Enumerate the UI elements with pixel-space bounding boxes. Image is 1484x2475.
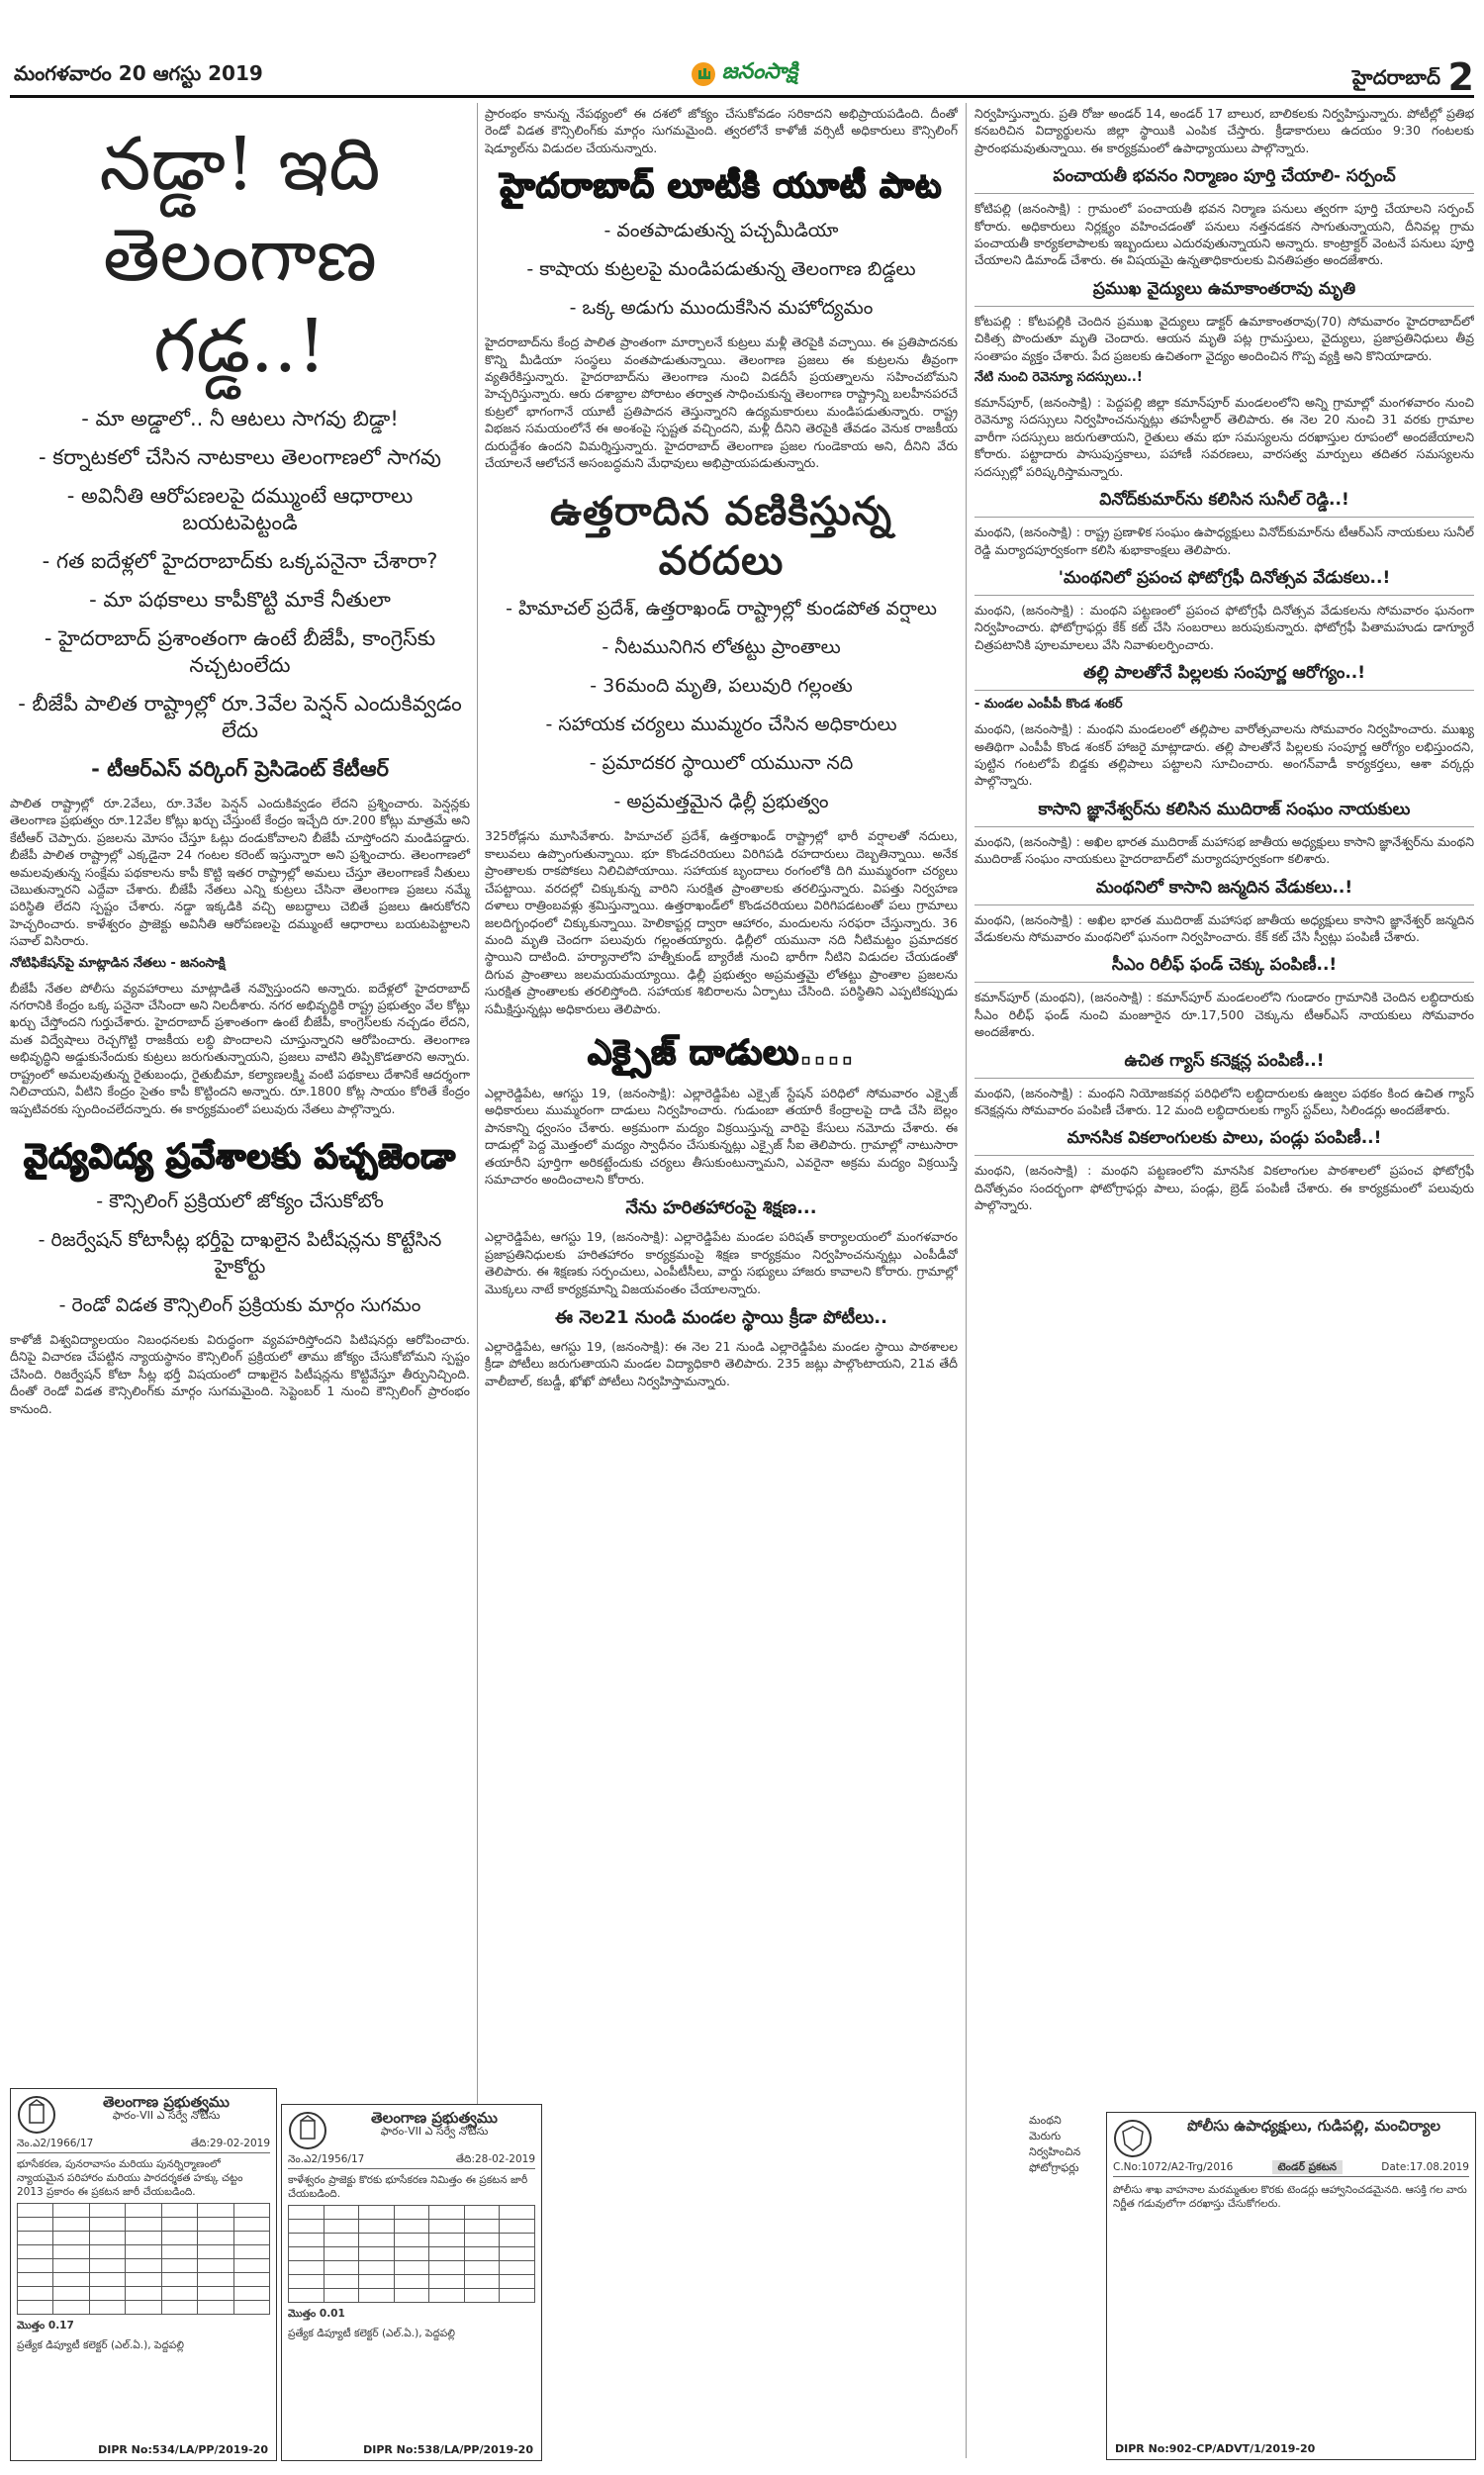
medical-subhead: - రిజర్వేషన్ కోటాసీట్ల భర్తీపై దాఖలైన పిటీషన్లను కొట్టేసిన హైకోర్టు [38, 1228, 442, 1278]
photo-caption [1029, 2113, 1098, 2176]
ad-title: తెలంగాణ ప్రభుత్వము [103, 2093, 230, 2111]
ad-extent: మొత్తం 0.17 [17, 2320, 74, 2332]
continued-story: నిర్వహిస్తున్నారు. ప్రతి రోజు అండర్ 14, అండర్ 17 బాలుర, బాలికలకు నిర్వహిస్తున్నారు. పోటీల్లో ప్రతిభ కనబరిచిన విద్యార్థులను జిల్లా స్థాయికి ఎంపిక చేస్తారు. క్రీడాకారులు ఉదయం 9:30 గంటలకు ప్రారంభమవుతున్నాయి. ఈ కార్యక్రమంలో ఉపాధ్యాయులు పాల్గొన్నారు. [974, 106, 1474, 155]
news-headline: ఉచిత గ్యాస్ కనెక్షన్ల పంపిణీ..! [974, 1051, 1474, 1079]
lead-subhead: - మా అడ్డాలో.. నీ ఆటలు సాగవు బిడ్డా! [81, 407, 399, 430]
medical-admissions-headline: వైద్యవిద్య ప్రవేశాలకు పచ్చజెండా [24, 1136, 456, 1177]
news-body: మంథని, (జనంసాక్షి) : అఖిల భారత ముదిరాజ్ మహాసభ జాతీయ అధ్యక్షులు కాసాని జ్ఞానేశ్వర్‌ను మంథని ముదిరాజ్ సంఘం నాయకులు హైదరాబాద్‌లో మర్యాదపూర్వకంగా కలిశారు. [974, 833, 1474, 867]
lead-headline [10, 119, 470, 392]
sports-story-body: ఎల్లారెడ్డిపేట, ఆగస్టు 19, (జనంసాక్షి): ఈ నెల 21 నుండి ఎల్లారెడ్డిపేట మండల స్థాయి పాఠశాలల క్రీడా పోటీలు జరుగుతాయని మండల విద్యాధికారి తెలిపారు. 235 జట్లు పాల్గొంటాయని, 21వ తేదీ వాలీబాల్, కబడ్డీ, ఖోఖో పోటీలు నిర్వహిస్తామన్నారు. [485, 1339, 958, 1388]
logo-text: జనంసాక్షి [721, 59, 798, 84]
lead-subhead: - హైదరాబాద్ ప్రశాంతంగా ఉంటే బీజేపీ, కాంగ్రెస్‌కు నచ్చటంలేదు [44, 626, 436, 677]
ad-dipr-number: DIPR No:538/LA/PP/2019-20 [363, 2443, 533, 2456]
ad-ref-row [288, 2150, 535, 2169]
lead-headline-line2: తెలంగాణ గడ్డ..! [103, 213, 377, 389]
ut-subhead: - వంతపాడుతున్న పచ్చమీడియా [603, 220, 839, 242]
ad-dipr-number: DIPR No:902-CP/ADVT/1/2019-20 [1115, 2442, 1316, 2455]
news-headline: కాసాని జ్ఞానేశ్వర్‌ను కలిసిన ముదిరాజ్ సంఘం నాయకులు [974, 800, 1474, 827]
news-byline: - మండల ఎంపీపీ కొండ శంకర్ [974, 697, 1123, 713]
ad-body: పోలీసు శాఖ వాహనాల మరమ్మతుల కొరకు టెండర్లు ఆహ్వానించడమైనది. ఆసక్తి గల వారు నిర్ణీత గడువులోగా దరఖాస్తు చేసుకోగలరు. [1113, 2184, 1467, 2210]
news-byline: నేటి నుంచి రెవెన్యూ సదస్సులు..! [974, 370, 1143, 386]
news-headline: మానసిక వికలాంగులకు పాలు, పండ్లు పంపిణీ..! [974, 1128, 1474, 1156]
floods-headline: ఉత్తరాదిన వణికిస్తున్న వరదలు [549, 489, 892, 585]
column-middle [485, 105, 958, 2084]
news-headline: ప్రముఖ వైద్యులు ఉమాకాంతరావు మృతి [974, 279, 1474, 307]
ad-sign: ప్రత్యేక డిప్యూటీ కలెక్టర్ (ఎల్.ఏ.), పెద్దపల్లి [17, 2339, 184, 2351]
news-body: మంథని, (జనంసాక్షి) : మంథని నియోజకవర్గ పరిధిలోని లబ్ధిదారులకు ఉజ్వల పథకం కింద ఉచిత గ్యాస్ కనెక్షన్లను సోమవారం పంపిణీ చేశారు. 12 మంది లబ్ధిదారులకు గ్యాస్ స్టవ్‌లు, సిలిండర్లు అందజేశారు. [974, 1085, 1474, 1117]
govt-notice-ad-2 [281, 2104, 542, 2461]
photo-caption-line: మంథని [1029, 2114, 1062, 2127]
ad-date: తేది:28-02-2019 [455, 2153, 535, 2165]
ad-ref: నెం.ఎ2/1966/17 [17, 2138, 94, 2149]
lead-subhead: - గత ఐదేళ్లలో హైదరాబాద్‌కు ఒక్కపనైనా చేశారా? [42, 549, 438, 573]
news-body: మంథని, (జనంసాక్షి) : మంథని పట్టణంలోని మానసిక వికలాంగుల పాఠశాలలో ప్రపంచ ఫోటోగ్రఫీ దినోత్సవం సందర్భంగా ఫోటోగ్రాఫర్లు పాలు, పండ్లు, బ్రెడ్ పంపిణీ చేశారు. ఈ కార్యక్రమంలో పలువురు పాల్గొన్నారు. [974, 1163, 1474, 1213]
floods-subhead: - ప్రమాదకర స్థాయిలో యమునా నది [589, 752, 854, 775]
ad-label: టెండర్ ప్రకటన [1272, 2160, 1344, 2174]
news-body: కమాన్‌పూర్, (జనంసాక్షి) : పెద్దపల్లి జిల్లా కమాన్‌పూర్ మండలంలోని అన్ని గ్రామాల్లో మంగళవారం నుంచి రెవెన్యూ సదస్సులు నిర్వహించనున్నట్లు తహసీల్దార్ తెలిపారు. ఈ నెల 20 నుంచి 31 వరకు గ్రామాల వారీగా సదస్సులు జరుగుతాయని, రైతులు తమ భూ సమస్యలను దరఖాస్తుల రూపంలో అందజేయాలని కోరారు. పట్టాదారు పాసుపుస్తకాలు, పహాణీ సవరణలు, వారసత్వ మార్పులు తదితర సమస్యలను సదస్సుల్లో పరిష్కరిస్తామన్నారు. [974, 395, 1474, 479]
lead-subhead: - టీఆర్ఎస్ వర్కింగ్ ప్రెసిడెంట్ కేటీఆర్ [91, 757, 389, 781]
news-headline: మంథనిలో కాసాని జన్మదిన వేడుకలు..! [974, 878, 1474, 905]
ad-subtitle: ఫారం-VII ఎ సర్వే నోటీసు [112, 2109, 221, 2122]
ut-subhead: - కాషాయ కుట్రలపై మండిపడుతున్న తెలంగాణ బిడ్డలు [526, 258, 916, 281]
ad-date: Date:17.08.2019 [1381, 2161, 1469, 2173]
ad-ref: C.No:1072/A2-Trg/2016 [1113, 2161, 1234, 2173]
police-emblem-icon [1113, 2119, 1153, 2158]
issue-date: మంగళవారం 20 ఆగస్టు 2019 [14, 61, 263, 85]
telangana-emblem-icon [17, 2095, 56, 2135]
news-body: కోటపల్లి : కోటపల్లికి చెందిన ప్రముఖ వైద్యులు డాక్టర్ ఉమాకాంతరావు(70) సోమవారం హైదరాబాద్‌లో చికిత్స పొందుతూ మృతి చెందారు. ఆయన మృతి పట్ల గ్రామస్తులు, వైద్యులు, ప్రజాప్రతినిధులు తీవ్ర సంతాపం వ్యక్తం చేశారు. పేద ప్రజలకు ఉచితంగా వైద్యం అందించిన గొప్ప వ్యక్తి అని కొనియాడారు. [974, 313, 1474, 363]
ut-subhead: - ఒక్క అడుగు ముందుకేసిన మహోద్యమం [569, 297, 874, 320]
ad-date: తేది:29-02-2019 [190, 2138, 270, 2149]
newspaper-logo [665, 57, 823, 91]
ad-ref-row [1113, 2158, 1469, 2177]
lead-story-byline: నోటిఫికేషన్‌పై మాట్లాడిన నేతలు - జనంసాక్షి [10, 955, 226, 971]
hyderabad-ut-headline: హైదరాబాద్ లూటీకి యూటీ పాట [500, 166, 943, 207]
news-headline: తల్లి పాలతోనే పిల్లలకు సంపూర్ణ ఆరోగ్యం..! [974, 663, 1474, 691]
lead-subhead: - బీజేపీ పాలిత రాష్ట్రాల్లో రూ.3వేల పెన్షన్ ఎందుకివ్వడం లేదు [18, 692, 462, 742]
continued-story: ప్రారంభం కానున్న నేపథ్యంలో ఈ దశలో జోక్యం చేసుకోవడం సరికాదని అభిప్రాయపడింది. దీంతో రెండో విడత కౌన్సిలింగ్‌కు మార్గం సుగమమైంది. త్వరలోనే కాళోజీ వర్సిటీ అధికారులు కౌన్సిలింగ్ షెడ్యూల్‌ను విడుదల చేయనున్నారు. [485, 106, 958, 155]
lead-story-body: పాలిత రాష్ట్రాల్లో రూ.2వేలు, రూ.3వేల పెన్షన్ ఎందుకివ్వడం లేదని ప్రశ్నించారు. పెన్షన్లకు తెలంగాణ ప్రభుత్వం రూ.12వేల కోట్లు ఖర్చు చేస్తుంటే కేంద్రం ఇచ్చేది రూ.200 కోట్లు మాత్రమే అని కేటీఆర్ చెప్పారు. ప్రజలను మోసం చేస్తూ ఓట్లు దండుకోవాలని బీజేపీ చూస్తోందని మండిపడ్డారు. బీజేపీ పాలిత రాష్ట్రాల్లో ఎక్కడైనా 24 గంటల కరెంట్ ఇస్తున్నారా అని ప్రశ్నించారు. తెలంగాణలో అమలవుతున్న సంక్షేమ పథకాలను కాపీ కొట్టి ఇతర రాష్ట్రాల్లో అమలు చేస్తూ తెలంగాణకే నీతులు చెబుతున్నారని ఎద్దేవా చేశారు. బీజేపీ నేతలు ఎన్ని కుట్రలు చేసినా తెలంగాణ ప్రజలు నమ్మే పరిస్థితి లేదని స్పష్టం చేశారు. నడ్డా ఇక్కడికి వచ్చి అబద్ధాలు చెబితే ప్రజలు ఊరుకోరని హెచ్చరించారు. కాళేశ్వరం ప్రాజెక్టు అవినీతి ఆరోపణలపై దమ్ముంటే ఆధారాలు బయటపెట్టాలని సవాల్ విసిరారు. [10, 796, 470, 949]
news-body: మంథని, (జనంసాక్షి) : మంథని పట్టణంలో ప్రపంచ ఫోటోగ్రఫీ దినోత్సవ వేడుకలను సోమవారం ఘనంగా నిర్వహించారు. ఫోటోగ్రాఫర్లు కేక్ కట్ చేసి సంబరాలు జరుపుకున్నారు. ఫోటోగ్రఫీ పితామహుడు డాగ్యూరే చిత్రపటానికి పూలమాలలు వేసి నివాళులర్పించారు. [974, 602, 1474, 652]
lead-subhead: - మా పథకాలు కాపీకొట్టి మాకే నీతులా [89, 588, 391, 612]
floods-subhead: - హిమాచల్ ప్రదేశ్, ఉత్తరాఖండ్ రాష్ట్రాల్లో కుండపోత వర్షాలు [506, 598, 937, 620]
floods-story-body: 325రోడ్లను మూసివేశారు. హిమాచల్ ప్రదేశ్, ఉత్తరాఖండ్ రాష్ట్రాల్లో భారీ వర్షాలతో నదులు, కాలువలు ఉప్పొంగుతున్నాయి. భూ కొండచరియలు విరిగిపడి రహదారులు దెబ్బతిన్నాయి. అనేక ప్రాంతాలకు రాకపోకలు నిలిచిపోయాయి. సహాయక బృందాలు రంగంలోకి దిగి ముమ్మరంగా చర్యలు చేపట్టాయి. వరదల్లో చిక్కుకున్న వారిని సురక్షిత ప్రాంతాలకు తరలిస్తున్నారు. విపత్తు నిర్వహణ దళాలు రాత్రింబవళ్లు శ్రమిస్తున్నాయి. ఉత్తరాఖండ్‌లో కొండచరియలు విరిగిపడటంతో పలు గ్రామాలు జలదిగ్బంధంలో చిక్కుకున్నాయి. హెలికాప్టర్ల ద్వారా ఆహారం, మందులను సరఫరా చేస్తున్నారు. 36 మంది మృతి చెందగా పలువురు గల్లంతయ్యారు. ఢిల్లీలో యమునా నది నీటిమట్టం ప్రమాదకర స్థాయిని దాటింది. హర్యానాలోని హత్నీకుండ్ బ్యారేజీ నుంచి భారీగా నీటిని విడుదల చేయడంతో దిగువ ప్రాంతాలు జలమయమయ్యాయి. ఢిల్లీ ప్రభుత్వం అప్రమత్తమై లోతట్టు ప్రాంతాల ప్రజలను సురక్షిత ప్రాంతాలకు తరలిస్తోంది. సహాయక శిబిరాలను ఏర్పాటు చేసింది. పరిస్థితిని ఎప్పటికప్పుడు సమీక్షిస్తున్నట్లు అధికారులు తెలిపారు. [485, 828, 958, 1016]
news-body: కోటిపల్లి (జనంసాక్షి) : గ్రామంలో పంచాయతీ భవన నిర్మాణ పనులు త్వరగా పూర్తి చేయాలని సర్పంచ్ కోరారు. అధికారులు నిర్లక్ష్యం వహించడంతో పనులు నత్తనడకన సాగుతున్నాయని, దీనివల్ల గ్రామ పంచాయతీ కార్యకలాపాలకు ఇబ్బందులు ఎదురవుతున్నాయని అన్నారు. కాంట్రాక్టర్ వెంటనే పనులు పూర్తి చేయాలని డిమాండ్ చేశారు. ఈ విషయమై ఉన్నతాధికారులకు వినతిపత్రం అందజేశారు. [974, 201, 1474, 268]
news-body: మంథని, (జనంసాక్షి) : రాష్ట్ర ప్రణాళిక సంఘం ఉపాధ్యక్షులు వినోద్‌కుమార్‌ను టీఆర్ఎస్ నాయకులు సునీల్ రెడ్డి మర్యాదపూర్వకంగా కలిసి శుభాకాంక్షలు తెలిపారు. [974, 524, 1474, 557]
page-number: 2 [1447, 55, 1474, 99]
news-body: మంథని, (జనంసాక్షి) : మంథని మండలంలో తల్లిపాల వారోత్సవాలను సోమవారం నిర్వహించారు. ముఖ్య అతిథిగా ఎంపీపీ కొండ శంకర్ హాజరై మాట్లాడారు. తల్లి పాలతోనే పిల్లలకు సంపూర్ణ ఆరోగ్యం లభిస్తుందని, పుట్టిన గంటలోపే బిడ్డకు తల్లిపాలు పట్టాలని సూచించారు. అంగన్‌వాడీ కార్యకర్తలు, ఆశా వర్కర్లు పాల్గొన్నారు. [974, 721, 1474, 789]
news-body: మంథని, (జనంసాక్షి) : అఖిల భారత ముదిరాజ్ మహాసభ జాతీయ అధ్యక్షులు కాసాని జ్ఞానేశ్వర్ జన్మదిన వేడుకలను సోమవారం మంథనిలో ఘనంగా నిర్వహించారు. కేక్ కట్ చేసి స్వీట్లు పంపిణీ చేశారు. [974, 911, 1474, 944]
telangana-emblem-icon [288, 2111, 327, 2150]
ad-table [17, 2203, 270, 2315]
lead-subhead: - అవినీతి ఆరోపణలపై దమ్ముంటే ఆధారాలు బయటపెట్టండి [66, 484, 414, 534]
ad-title: తెలంగాణ ప్రభుత్వము [371, 2109, 498, 2127]
hand-logo-icon [691, 61, 716, 87]
news-headline: వినోద్‌కుమార్‌ను కలిసిన సునీల్ రెడ్డి..! [974, 490, 1474, 518]
ad-body: భూసేకరణ, పునరావాసం మరియు పునర్నిర్మాణంలో న్యాయమైన పరిహారం మరియు పారదర్శకత హక్కు చట్టం 2013 ప్రకారం ఈ ప్రకటన జారీ చేయబడింది. [17, 2158, 243, 2198]
ad-ref-row [17, 2135, 270, 2153]
lead-headline-line1: నడ్డా! ఇది [99, 122, 381, 207]
floods-subhead: - 36మంది మృతి, పలువురి గల్లంతు [590, 675, 853, 698]
header-rule [10, 95, 1474, 98]
photo-caption-line: ఫోటోగ్రాఫర్లు [1029, 2161, 1079, 2174]
floods-subhead: - అప్రమత్తమైన ఢిల్లీ ప్రభుత్వం [613, 791, 829, 813]
edition-city: హైదరాబాద్ [1351, 65, 1440, 89]
floods-subhead: - నీటమునిగిన లోతట్టు ప్రాంతాలు [602, 636, 841, 659]
medical-story-body: కాళోజీ విశ్వవిద్యాలయం నిబంధనలకు విరుద్ధంగా వ్యవహరిస్తోందని పిటిషనర్లు ఆరోపించారు. దీనిపై విచారణ చేపట్టిన న్యాయస్థానం కౌన్సిలింగ్ ప్రక్రియలో తాము జోక్యం చేసుకోబోమని స్పష్టం చేసింది. రిజర్వేషన్ కోటా సీట్ల భర్తీ విషయంలో దాఖలైన పిటీషన్లను కొట్టివేస్తూ తీర్పునిచ్చింది. దీంతో రెండో విడత కౌన్సిలింగ్‌కు మార్గం సుగమమైంది. సెప్టెంబర్ 1 నుంచి కౌన్సిలింగ్ ప్రారంభం కానుంది. [10, 1331, 470, 1416]
ad-sign: ప్రత్యేక డిప్యూటీ కలెక్టర్ (ఎల్.ఏ.), పెద్దపల్లి [288, 2328, 455, 2339]
police-tender-ad [1106, 2112, 1476, 2460]
photo-caption-line: నిర్వహించిన [1029, 2145, 1081, 2158]
medical-subhead: - రెండో విడత కౌన్సిలింగ్ ప్రక్రియకు మార్గం సుగమం [58, 1293, 421, 1316]
sports-headline: ఈ నెల21 నుండి మండల స్థాయి క్రీడా పోటీలు.. [555, 1307, 887, 1328]
column-right [974, 105, 1474, 2104]
ad-extent: మొత్తం 0.01 [288, 2308, 345, 2320]
ad-body: కాళేశ్వరం ప్రాజెక్టు కొరకు భూసేకరణ నిమిత్తం ఈ ప్రకటన జారీ చేయబడింది. [288, 2174, 528, 2200]
lead-story-body-continued: బీజేపీ నేతల పోలీసు వ్యవహారాలు మాట్లాడితే నవ్వొస్తుందని అన్నారు. ఐదేళ్లలో హైదరాబాద్ నగరానికి కేంద్రం ఒక్క పనైనా చేసిందా అని నిలదీశారు. నగర అభివృద్ధికి రాష్ట్ర ప్రభుత్వం వేల కోట్లు ఖర్చు చేస్తోందని గుర్తుచేశారు. హైదరాబాద్ ప్రశాంతంగా ఉంటే బీజేపీ, కాంగ్రెస్‌లకు నచ్చడం లేదని, మత విద్వేషాలు రెచ్చగొట్టి రాజకీయ లబ్ధి పొందాలని చూస్తున్నారని ఆరోపించారు. తెలంగాణ అభివృద్ధిని అడ్డుకునేందుకు కుట్రలు జరుగుతున్నాయని, ప్రజలు వాటిని తిప్పికొడతారని అన్నారు. రాష్ట్రంలో అమలవుతున్న రైతుబంధు, రైతుబీమా, కల్యాణలక్ష్మి వంటి పథకాలు దేశానికే ఆదర్శంగా నిలిచాయని, వీటిని కేంద్రం సైతం కాపీ కొట్టిందని అన్నారు. రూ.1800 కోట్ల సాయం కోరితే కేంద్రం ఇప్పటివరకు స్పందించలేదన్నారు. ఈ కార్యక్రమంలో పలువురు నేతలు పాల్గొన్నారు. [10, 980, 470, 1116]
news-body: కమాన్‌పూర్ (మంథని), (జనంసాక్షి) : కమాన్‌పూర్ మండలంలోని గుండారం గ్రామానికి చెందిన లబ్ధిదారుకు సీఎం రిలీఫ్ ఫండ్ నుంచి మంజూరైన రూ.17,500 చెక్కును టీఆర్ఎస్ నాయకులు సోమవారం అందజేశారు. [974, 990, 1474, 1040]
govt-notice-ad-1 [10, 2088, 277, 2461]
excise-raids-headline: ఎక్సైజ్ దాడులు.... [588, 1032, 855, 1073]
column-divider [966, 103, 967, 2458]
ad-subtitle: ఫారం-VII ఎ సర్వే నోటీసు [380, 2125, 489, 2138]
photo-caption-line: మెరుగు [1029, 2130, 1062, 2142]
ad-title: పోలీసు ఉపాధ్యక్షులు, గుడిపల్లి, మంచిర్యాల [1187, 2117, 1440, 2135]
ut-story-body: హైదరాబాద్‌ను కేంద్ర పాలిత ప్రాంతంగా మార్చాలనే కుట్రలు మళ్లీ తెరపైకి వచ్చాయి. ఈ ప్రతిపాదనకు కొన్ని మీడియా సంస్థలు వంతపాడుతున్నాయి. తెలంగాణ ప్రజలు ఈ కుట్రలను తీవ్రంగా వ్యతిరేకిస్తున్నారు. హైదరాబాద్‌ను తెలంగాణ నుంచి విడదీసే ప్రయత్నాలను సహించబోమని హెచ్చరిస్తున్నారు. ఆరు దశాబ్దాల పోరాటం తర్వాత సాధించుకున్న తెలంగాణ రాష్ట్రాన్ని బలహీనపరచే కుట్రలో భాగంగానే యూటీ ప్రతిపాదన తెస్తున్నారని ఉద్యమకారులు మండిపడుతున్నారు. రాష్ట్ర విభజన సమయంలోనే ఈ అంశంపై స్పష్టత వచ్చిందని, మళ్లీ దీనిని తెరపైకి తేవడం వెనుక రాజకీయ దురుద్దేశం ఉందని విమర్శిస్తున్నారు. హైదరాబాద్ తెలంగాణ ప్రజల గుండెకాయ అని, దీనిని వేరు చేయాలనే ఆలోచనే అసంబద్ధమని మేధావులు అభిప్రాయపడుతున్నారు. [485, 334, 958, 471]
news-headline: 'మంథనిలో ప్రపంచ ఫోటోగ్రఫీ దినోత్సవ వేడుకలు..! [974, 568, 1474, 596]
training-story-body: ఎల్లారెడ్డిపేట, ఆగస్టు 19, (జనంసాక్షి): ఎల్లారెడ్డిపేట మండల పరిషత్ కార్యాలయంలో మంగళవారం ప్రజాప్రతినిధులకు హరితహారం కార్యక్రమంపై శిక్షణ కార్యక్రమం నిర్వహించనున్నట్లు ఎంపీడీవో తెలిపారు. ఈ శిక్షణకు సర్పంచులు, ఎంపీటీసీలు, వార్డు సభ్యులు హాజరు కావాలని కోరారు. గ్రామాల్లో మొక్కలు నాటే కార్యక్రమాన్ని విజయవంతం చేయాలన్నారు. [485, 1229, 958, 1296]
news-headline: సీఎం రిలీఫ్ ఫండ్ చెక్కు పంపిణీ..! [974, 955, 1474, 983]
ad-table [288, 2205, 535, 2303]
excise-story-body: ఎల్లారెడ్డిపేట, ఆగస్టు 19, (జనంసాక్షి): ఎల్లారెడ్డిపేట ఎక్సైజ్ స్టేషన్ పరిధిలో సోమవారం ఎక్సైజ్ అధికారులు ముమ్మరంగా దాడులు నిర్వహించారు. గుడుంబా తయారీ కేంద్రాలపై దాడి చేసి బెల్లం పానకాన్ని ధ్వంసం చేశారు. అక్రమంగా మద్యం విక్రయిస్తున్న వారిపై కేసులు నమోదు చేశారు. ఈ దాడుల్లో పెద్ద మొత్తంలో మద్యం స్వాధీనం చేసుకున్నట్లు ఎక్సైజ్ సీఐ తెలిపారు. గ్రామాల్లో నాటుసారా తయారీని పూర్తిగా అరికట్టేందుకు చర్యలు తీసుకుంటున్నామని, ఎవరైనా అక్రమ మద్యం విక్రయిస్తే సమాచారం అందించాలని కోరారు. [485, 1085, 958, 1187]
news-headline: పంచాయతీ భవనం నిర్మాణం పూర్తి చేయాలి- సర్పంచ్ [974, 166, 1474, 194]
medical-subhead: - కౌన్సిలింగ్ ప్రక్రియలో జోక్యం చేసుకోబోం [96, 1190, 384, 1212]
column-left [10, 105, 470, 1423]
floods-subhead: - సహాయక చర్యలు ముమ్మరం చేసిన అధికారులు [545, 714, 897, 736]
lead-subhead: - కర్నాటకలో చేసిన నాటకాలు తెలంగాణలో సాగవు [39, 445, 441, 469]
training-headline: నేను హరితహారంపై శిక్షణ... [625, 1197, 817, 1219]
ad-dipr-number: DIPR No:534/LA/PP/2019-20 [98, 2443, 268, 2456]
ad-ref: నెం.ఎ2/1956/17 [288, 2153, 365, 2165]
